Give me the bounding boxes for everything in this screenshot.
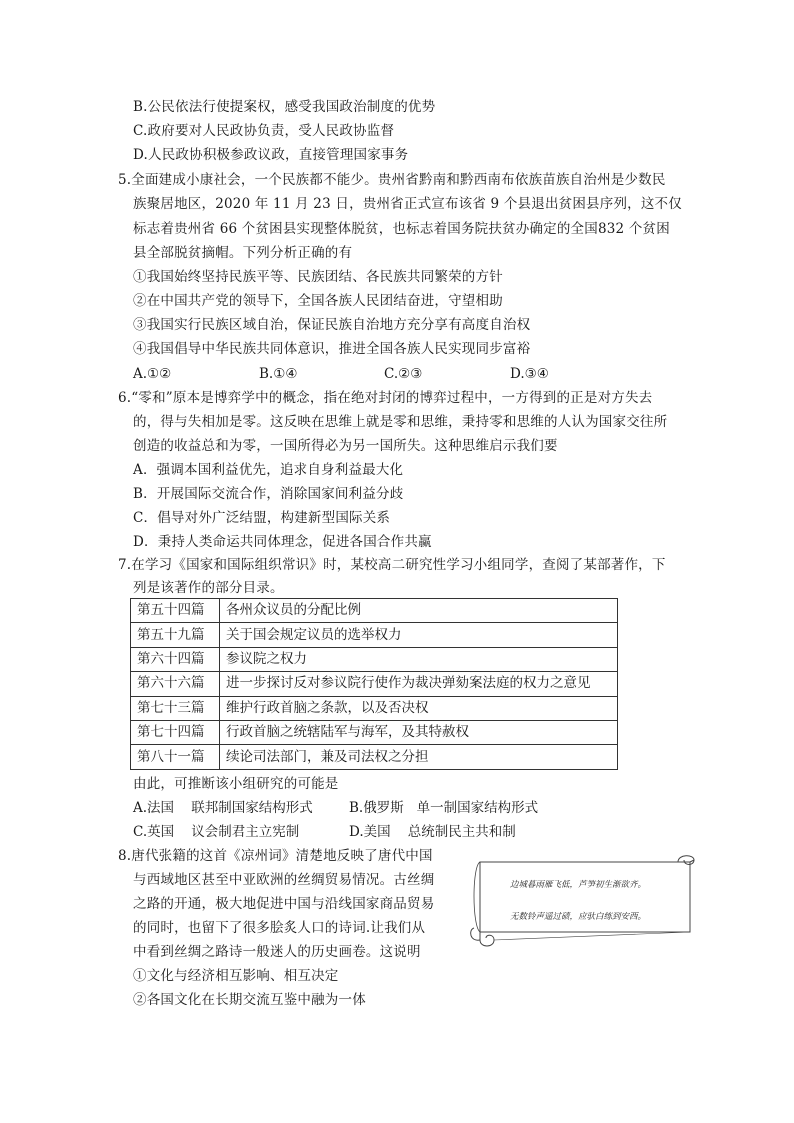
- table-row: [131, 720, 618, 744]
- poem-line: 边城暮雨雁飞低，芦笋初生渐欲齐。: [510, 880, 647, 890]
- chapter-title: 进一步探讨反对参议院行使作为裁决弹劾案法庭的权力之意见: [220, 672, 618, 696]
- chapter-number: 第五十四篇: [131, 599, 220, 623]
- chapter-title: 维护行政首脑之条款，以及否决权: [220, 696, 618, 720]
- chapter-title: 各州众议员的分配比例: [220, 599, 618, 623]
- q5-stem-line: 标志着贵州省 66 个贫困县实现整体脱贫，也标志着国务院扶贫办确定的全国832 个贫困: [133, 221, 670, 237]
- q5-stem-line: 县全部脱贫摘帽。下列分析正确的有: [133, 245, 353, 261]
- poem-scroll-image: [468, 848, 700, 950]
- poem-line: 无数铃声遥过碛，应驮白练到安西。: [510, 912, 647, 922]
- chapter-number: 第六十四篇: [131, 647, 220, 671]
- q6-option-b[interactable]: B．开展国际交流合作，消除国家间利益分歧: [133, 486, 404, 502]
- q7-options-row-2: [133, 822, 681, 842]
- q7-conclusion: 由此，可推断该小组研究的可能是: [133, 776, 339, 792]
- q8-stem-line: 中看到丝绸之路诗一般迷人的历史画卷。这说明: [133, 944, 421, 960]
- table-row: [131, 599, 618, 623]
- chapter-title: 关于国会规定议员的选举权力: [220, 623, 618, 647]
- table-row: [131, 696, 618, 720]
- q5-options: [133, 364, 681, 384]
- q6-option-d[interactable]: D．秉持人类命运共同体理念，促进各国合作共赢: [133, 534, 432, 550]
- table-row: [131, 623, 618, 647]
- book-contents-table: [130, 598, 618, 770]
- q6-stem-line: 6.“零和”原本是博弈学中的概念，指在绝对封闭的博弈过程中，一方得到的正是对方失去: [118, 390, 653, 406]
- q8-stem-line: 8.唐代张籍的这首《凉州词》清楚地反映了唐代中国: [118, 848, 433, 864]
- q6-stem-line: 创造的收益总和为零，一国所得必为另一国所失。这种思维启示我们要: [133, 438, 558, 454]
- chapter-number: 第五十九篇: [131, 623, 220, 647]
- chapter-title: 参议院之权力: [220, 647, 618, 671]
- q5-statement: ④我国倡导中华民族共同体意识，推进全国各族人民实现同步富裕: [133, 341, 531, 357]
- q5-statement: ①我国始终坚持民族平等、民族团结、各民族共同繁荣的方针: [133, 269, 503, 285]
- q8-stem-line: 之路的开通，极大地促进中国与沿线国家商品贸易: [133, 896, 435, 912]
- chapter-number: 第七十四篇: [131, 720, 220, 744]
- chapter-title: 续论司法部门，兼及司法权之分担: [220, 745, 618, 769]
- table-row: [131, 745, 618, 769]
- q5-option-d[interactable]: D.③④: [510, 366, 549, 382]
- q4-option-c: C.政府要对人民政协负责，受人民政协监督: [133, 123, 395, 139]
- q7-stem-line: 7.在学习《国家和国际组织常识》时，某校高二研究性学习小组同学，查阅了某部著作，下: [118, 557, 666, 573]
- q7-option-d[interactable]: D.美国 总统制民主共和制: [349, 824, 516, 840]
- q8-stem-line: 与西域地区甚至中亚欧洲的丝绸贸易情况。古丝绸: [133, 872, 435, 888]
- chapter-number: 第六十六篇: [131, 672, 220, 696]
- q6-stem-line: 的，得与失相加是零。这反映在思维上就是零和思维，秉持零和思维的人认为国家交往所: [133, 414, 668, 430]
- q5-stem-line: 族聚居地区，2020 年 11 月 23 日，贵州省正式宣布该省 9 个县退出贫困县序列，这不仅: [133, 196, 682, 212]
- q7-option-a[interactable]: A.法国 联邦制国家结构形式: [133, 800, 313, 816]
- q4-option-d: D.人民政协积极参政议政，直接管理国家事务: [133, 147, 409, 163]
- q7-option-c[interactable]: C.英国 议会制君主立宪制: [133, 824, 300, 840]
- q5-option-c[interactable]: C.②③: [384, 366, 423, 382]
- q7-options-row-1: [133, 798, 681, 818]
- chapter-number: 第八十一篇: [131, 745, 220, 769]
- chapter-title: 行政首脑之统辖陆军与海军，及其特赦权: [220, 720, 618, 744]
- q5-option-b[interactable]: B.①④: [259, 366, 298, 382]
- q7-option-b[interactable]: B.俄罗斯 单一制国家结构形式: [349, 800, 539, 816]
- q5-statement: ③我国实行民族区域自治，保证民族自治地方充分享有高度自治权: [133, 317, 531, 333]
- q5-statement: ②在中国共产党的领导下，全国各族人民团结奋进，守望相助: [133, 293, 503, 309]
- scroll-icon: [468, 848, 700, 950]
- q6-option-c[interactable]: C．倡导对外广泛结盟，构建新型国际关系: [133, 510, 391, 526]
- q8-statement: ②各国文化在长期交流互鉴中融为一体: [133, 992, 366, 1008]
- q6-option-a[interactable]: A．强调本国利益优先，追求自身利益最大化: [133, 462, 404, 478]
- q5-stem-line: 5.全面建成小康社会，一个民族都不能少。贵州省黔南和黔西南布依族苗族自治州是少数民: [118, 172, 666, 188]
- q5-option-a[interactable]: A.①②: [133, 366, 172, 382]
- table-row: [131, 647, 618, 671]
- q8-statement: ①文化与经济相互影响、相互决定: [133, 968, 339, 984]
- table-row: [131, 672, 618, 696]
- q4-option-b: B.公民依法行使提案权，感受我国政治制度的优势: [133, 99, 436, 115]
- chapter-number: 第七十三篇: [131, 696, 220, 720]
- q8-stem-line: 的同时，也留下了很多脍炙人口的诗词.让我们从: [133, 920, 426, 936]
- q7-stem-line: 列是该著作的部分目录。: [133, 580, 284, 596]
